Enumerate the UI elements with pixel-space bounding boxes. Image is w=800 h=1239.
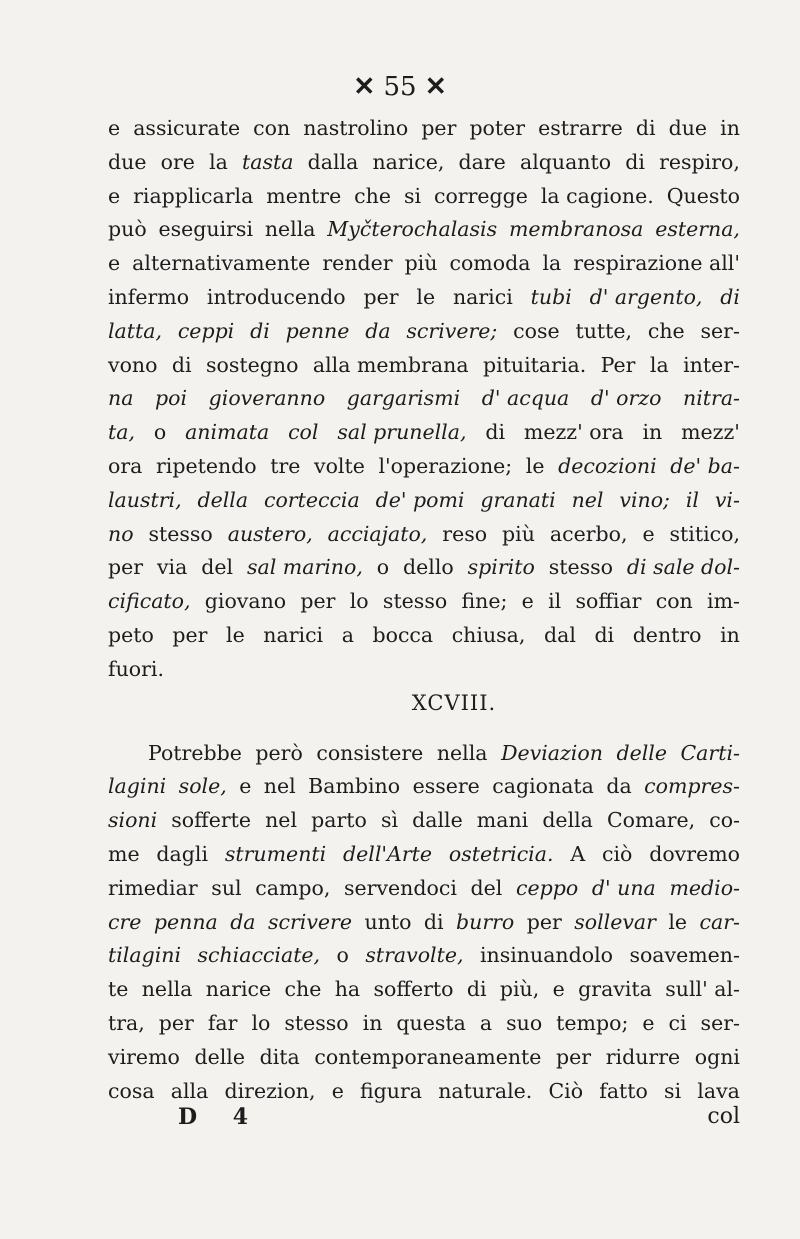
word: naturale. <box>438 1078 533 1103</box>
word: narici <box>263 622 324 647</box>
word: giovano <box>204 589 287 614</box>
word: gargarismi <box>346 386 461 411</box>
word: acciajato, <box>327 521 428 546</box>
word: schiacciate, <box>197 943 321 968</box>
word: dalle <box>412 808 463 833</box>
word: Bambino <box>308 774 401 799</box>
word: e <box>108 183 121 208</box>
word: d' orzo <box>590 386 662 411</box>
word: della <box>542 808 593 833</box>
word: ora <box>108 453 143 478</box>
word: per <box>172 622 208 647</box>
word: no <box>108 521 134 546</box>
word: di <box>423 909 444 934</box>
word: lo <box>251 1010 271 1035</box>
word: campo, <box>255 875 331 900</box>
word: direzion, <box>224 1078 316 1103</box>
word: del <box>201 555 234 580</box>
word: suo <box>506 1010 543 1035</box>
word: tasta <box>242 149 294 174</box>
word: alternativamente <box>132 251 311 276</box>
word: bocca <box>372 622 434 647</box>
word: ripetendo <box>155 453 257 478</box>
word: della <box>197 487 249 512</box>
word: rimediar <box>108 875 198 900</box>
word: la <box>542 251 562 276</box>
text-line <box>108 973 740 1007</box>
word: narice, <box>372 149 445 174</box>
section-heading: XCVIII. <box>411 690 497 715</box>
word: corregge <box>433 183 528 208</box>
text-line <box>108 1007 740 1041</box>
word: più, <box>499 977 540 1002</box>
text-line <box>108 872 740 906</box>
word: sole, <box>178 774 227 799</box>
word: tubi <box>530 284 572 309</box>
word: cre <box>108 909 142 934</box>
word: decozioni <box>558 453 657 478</box>
word: infermo <box>108 284 190 309</box>
text-line <box>108 770 740 804</box>
word: sollevar <box>574 909 656 934</box>
text-line <box>108 146 740 180</box>
word: Deviazion <box>501 740 603 765</box>
word: assicurate <box>133 116 241 140</box>
word: corteccia <box>263 487 360 512</box>
text-line <box>108 180 740 214</box>
ornament-right: ✕ <box>424 72 447 102</box>
word: parto <box>311 808 367 833</box>
word: peto <box>108 622 154 647</box>
word: per <box>421 116 457 140</box>
word: cose <box>513 318 560 343</box>
word: le <box>525 453 545 478</box>
word: Ciò <box>548 1078 584 1103</box>
word: d' acqua <box>481 386 570 411</box>
word: nel <box>263 774 296 799</box>
word: o <box>153 420 167 445</box>
word: strumenti <box>224 841 327 866</box>
word: ser- <box>700 1010 740 1035</box>
word: lo <box>349 589 369 614</box>
word: alla membrana <box>312 352 469 377</box>
word: sofferte <box>171 808 252 833</box>
word: Potrebbe <box>148 740 242 765</box>
word: mentre <box>266 183 342 208</box>
word: spirito <box>467 555 535 580</box>
word: me <box>108 841 140 866</box>
word: sull' al- <box>665 977 740 1002</box>
word: fatto <box>599 1078 648 1103</box>
word: e <box>108 116 121 140</box>
word: pituitaria. <box>482 352 587 377</box>
text-line <box>108 281 740 315</box>
text-line <box>108 619 740 653</box>
word: tra, <box>108 1010 145 1035</box>
word: volte <box>313 453 365 478</box>
word: più <box>502 521 535 546</box>
word: reso <box>442 521 488 546</box>
page-number: 55 <box>383 72 417 102</box>
word: con <box>253 116 291 140</box>
word: mezz' ora <box>523 420 624 445</box>
word: sul <box>211 875 242 900</box>
page-header <box>0 72 800 102</box>
word: insinuandolo <box>479 943 613 968</box>
word: Myčterochalasis <box>327 217 498 242</box>
word: più <box>404 251 438 276</box>
word: stesso <box>284 1010 349 1035</box>
word: dello <box>403 555 454 580</box>
word: far <box>207 1010 238 1035</box>
word: introducendo <box>206 284 346 309</box>
word: si <box>403 183 422 208</box>
word: soffiar <box>575 589 642 614</box>
word: di sale dol- <box>626 555 740 580</box>
word: di <box>171 352 192 377</box>
word: burro <box>456 909 515 934</box>
word: narice <box>205 977 272 1002</box>
word: sal marino, <box>246 555 363 580</box>
word: può <box>108 217 147 242</box>
word: dita <box>259 1044 300 1069</box>
word: a <box>341 622 354 647</box>
word: nitra- <box>683 386 740 411</box>
word: contemporaneamente <box>314 1044 542 1069</box>
word: stravolte, <box>365 943 464 968</box>
word: di <box>720 284 740 309</box>
word: a <box>479 1010 493 1035</box>
catchword: col <box>707 1104 740 1129</box>
word: dentro <box>632 622 702 647</box>
word: ceppo <box>516 875 579 900</box>
text-line <box>108 484 740 518</box>
word: ostetricia. <box>448 841 554 866</box>
word: mezz' <box>681 420 740 445</box>
word: ser- <box>700 318 740 343</box>
word: A <box>570 841 586 866</box>
word: col <box>288 420 319 445</box>
word: in <box>720 116 740 140</box>
word: Comare, <box>607 808 696 833</box>
ornament-left: ✕ <box>353 72 376 102</box>
word: in <box>642 420 663 445</box>
word: di <box>635 116 656 140</box>
word: ridurre <box>605 1044 681 1069</box>
word: mani <box>476 808 529 833</box>
word: penna <box>153 909 218 934</box>
word: nella <box>436 740 488 765</box>
word: che <box>354 183 391 208</box>
word: scrivere; <box>406 318 498 343</box>
word: la <box>649 352 669 377</box>
word: Carti- <box>680 740 740 765</box>
paragraph-2 <box>108 737 740 1109</box>
word: nastrolino <box>303 116 409 140</box>
body-text <box>108 112 740 1108</box>
word: sostegno <box>206 352 299 377</box>
word: o <box>376 555 390 580</box>
text-line <box>108 1041 740 1075</box>
word: l'operazione; <box>378 453 513 478</box>
word: scrivere <box>267 909 352 934</box>
text-line <box>108 213 740 247</box>
word: si <box>664 1078 682 1103</box>
text-line <box>108 450 740 484</box>
word: gravita <box>578 977 652 1002</box>
word: dagli <box>156 841 209 866</box>
word: Questo <box>666 183 740 208</box>
word: viremo <box>108 1044 180 1069</box>
signature-mark: D 4 <box>178 1104 263 1130</box>
page-footer <box>178 1104 740 1130</box>
word: cagionata <box>492 774 594 799</box>
word: tutte, <box>575 318 633 343</box>
word: medio- <box>669 875 740 900</box>
word: stesso <box>382 589 448 614</box>
word: sofferto <box>373 977 454 1002</box>
word: però <box>255 740 303 765</box>
text-line <box>108 315 740 349</box>
word: o <box>336 943 349 968</box>
word: sì <box>380 808 399 833</box>
word: ci <box>668 1010 687 1035</box>
word: via <box>156 555 188 580</box>
word: fuori. <box>108 656 165 681</box>
word: di <box>466 977 487 1002</box>
word: figura <box>360 1078 423 1103</box>
word: delle <box>194 1044 245 1069</box>
word: con <box>655 589 693 614</box>
word: im- <box>707 589 740 614</box>
word: il <box>548 589 562 614</box>
word: granati <box>480 487 556 512</box>
text-line <box>108 349 740 383</box>
word: da <box>365 318 391 343</box>
text-line <box>108 247 740 281</box>
word: ceppi <box>177 318 235 343</box>
word: per <box>108 555 144 580</box>
word: tre <box>270 453 301 478</box>
word: eseguirsi <box>158 217 254 242</box>
word: per <box>158 1010 194 1035</box>
word: co- <box>709 808 740 833</box>
word: chiusa, <box>451 622 526 647</box>
word: e <box>108 251 121 276</box>
word: dal <box>543 622 576 647</box>
word: austero, <box>227 521 313 546</box>
word: per <box>526 909 562 934</box>
word: car- <box>699 909 740 934</box>
word: in <box>720 622 740 647</box>
word: e <box>331 1078 344 1103</box>
word: poter <box>469 116 526 140</box>
word: nella <box>264 217 316 242</box>
text-line <box>108 112 740 146</box>
word: due <box>668 116 708 140</box>
word: alla <box>170 1078 209 1103</box>
word: de' ba- <box>670 453 740 478</box>
word: le <box>416 284 436 309</box>
word: estrarre <box>538 116 623 140</box>
text-line <box>108 653 740 687</box>
word: d' una <box>591 875 656 900</box>
text-line <box>108 382 740 416</box>
paragraph-1 <box>108 112 740 687</box>
text-line <box>108 416 740 450</box>
word: vino; <box>619 487 670 512</box>
text-line <box>108 906 740 940</box>
word: questa <box>396 1010 466 1035</box>
text-line <box>108 838 740 872</box>
word: cosa <box>108 1078 155 1103</box>
word: di <box>250 318 270 343</box>
word: dare <box>458 149 506 174</box>
word: lagini <box>108 774 167 799</box>
word: laustri, <box>108 487 182 512</box>
word: di <box>594 622 615 647</box>
word: e <box>552 977 565 1002</box>
word: gioveranno <box>208 386 326 411</box>
word: lava <box>697 1078 740 1103</box>
word: na <box>108 386 134 411</box>
word: due <box>108 149 147 174</box>
word: per <box>363 284 399 309</box>
word: delle <box>616 740 667 765</box>
word: ore <box>160 149 195 174</box>
word: respiro, <box>659 149 740 174</box>
word: che <box>647 318 685 343</box>
text-line <box>108 939 740 973</box>
word: essere <box>412 774 480 799</box>
word: de' pomi <box>375 487 465 512</box>
word: sioni <box>108 808 158 833</box>
word: sal prunella, <box>337 420 467 445</box>
text-line <box>108 737 740 771</box>
word: dalla <box>307 149 359 174</box>
word: vi- <box>714 487 740 512</box>
word: unto <box>364 909 412 934</box>
word: membranosa <box>508 217 644 242</box>
word: consistere <box>316 740 424 765</box>
word: del <box>470 875 503 900</box>
word: stesso <box>548 555 613 580</box>
word: in <box>362 1010 383 1035</box>
word: tilagini <box>108 943 182 968</box>
word: dell'Arte <box>343 841 433 866</box>
word: penne <box>285 318 350 343</box>
word: vono <box>108 352 158 377</box>
word: compres- <box>644 774 740 799</box>
word: e <box>521 589 534 614</box>
word: d' argento, <box>589 284 703 309</box>
word: di <box>485 420 506 445</box>
word: e <box>239 774 252 799</box>
word: servendoci <box>344 875 457 900</box>
word: ciò <box>601 841 633 866</box>
word: stitico, <box>669 521 740 546</box>
word: Per <box>600 352 636 377</box>
word: e <box>642 1010 655 1035</box>
word: soavemen- <box>629 943 740 968</box>
word: nel <box>265 808 298 833</box>
word: ogni <box>694 1044 740 1069</box>
word: tempo; <box>556 1010 629 1035</box>
word: render <box>322 251 393 276</box>
word: esterna, <box>655 217 740 242</box>
text-line <box>108 585 740 619</box>
word: te <box>108 977 129 1002</box>
word: poi <box>155 386 188 411</box>
word: di <box>625 149 645 174</box>
word: che <box>284 977 322 1002</box>
word: per <box>300 589 336 614</box>
word: le <box>226 622 245 647</box>
text-line <box>108 551 740 585</box>
word: ha <box>334 977 361 1002</box>
word: e <box>642 521 655 546</box>
word: comoda <box>449 251 531 276</box>
word: latta, <box>108 318 162 343</box>
word: animata <box>185 420 270 445</box>
text-line <box>108 518 740 552</box>
word: dovremo <box>649 841 740 866</box>
word: per <box>556 1044 592 1069</box>
word: fine; <box>461 589 508 614</box>
word: da <box>230 909 256 934</box>
word: alquanto <box>519 149 612 174</box>
word: narici <box>452 284 513 309</box>
word: nel <box>571 487 604 512</box>
word: acerbo, <box>549 521 628 546</box>
word: ta, <box>108 420 135 445</box>
word: riapplicarla <box>133 183 254 208</box>
word: la <box>209 149 228 174</box>
word: la cagione. <box>540 183 654 208</box>
word: inter- <box>683 352 740 377</box>
text-line <box>108 804 740 838</box>
word: cificato, <box>108 589 191 614</box>
word: da <box>606 774 632 799</box>
word: nella <box>141 977 193 1002</box>
word: respirazione all' <box>573 251 740 276</box>
word: stesso <box>148 521 213 546</box>
word: il <box>685 487 699 512</box>
word: le <box>668 909 688 934</box>
